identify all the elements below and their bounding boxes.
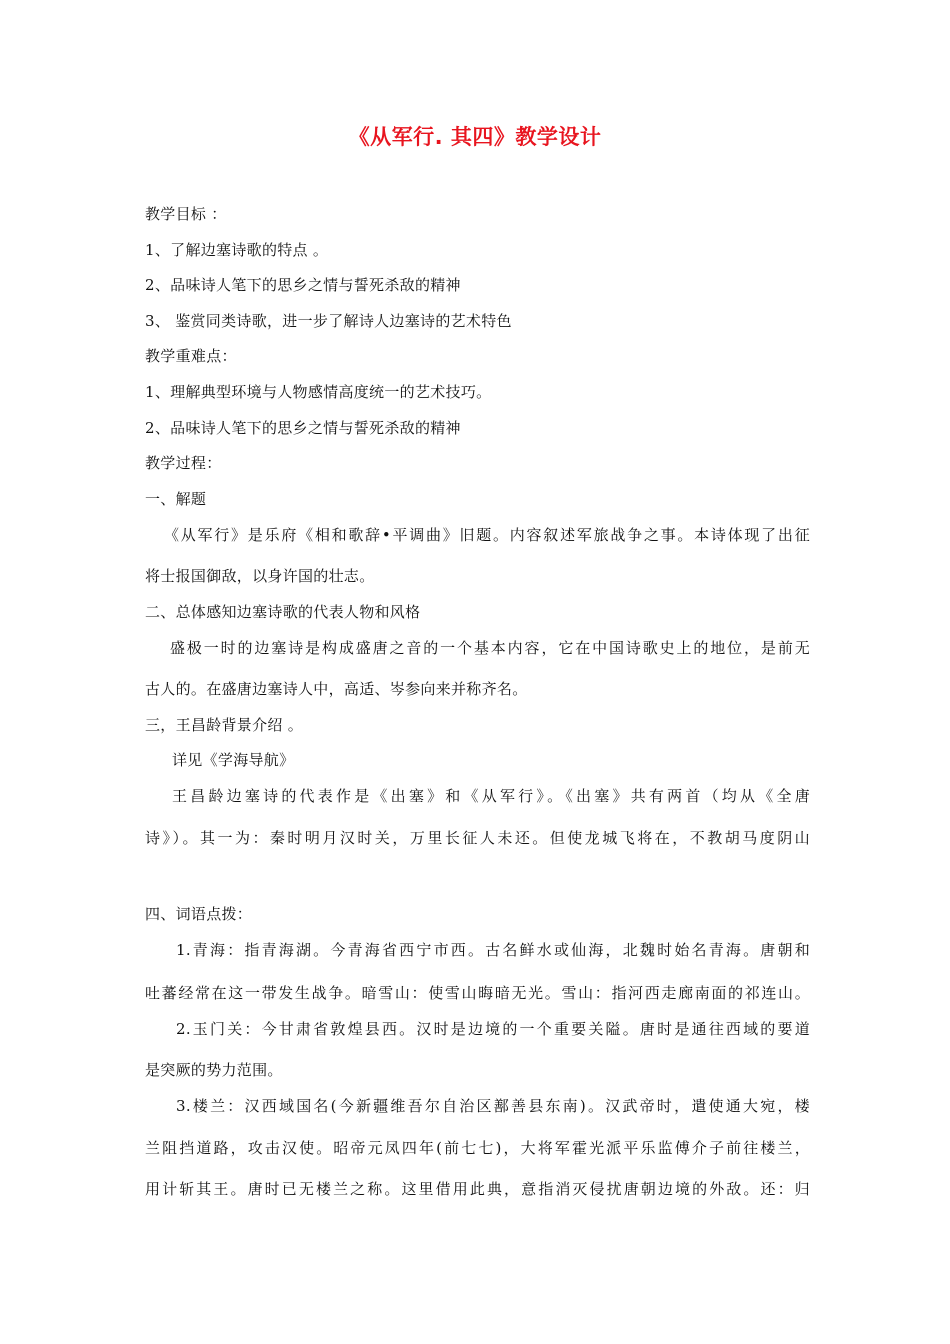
term-3-line-3: 用计斩其王。唐时已无楼兰之称。这里借用此典，意指消灭侵扰唐朝边境的外敌。还：归 xyxy=(145,1180,810,1198)
key-point-item-2: 2、品味诗人笔下的思乡之情与誓死杀敌的精神 xyxy=(145,419,461,437)
objective-item-1: 1、了解边塞诗歌的特点 。 xyxy=(145,241,329,259)
section-4-heading: 四、词语点拨： xyxy=(145,905,253,923)
section-2-heading: 二、总体感知边塞诗歌的代表人物和风格 xyxy=(145,603,421,621)
heading-process: 教学过程： xyxy=(145,454,222,472)
term-2-line-1: 2.玉门关：今甘肃省敦煌县西。汉时是边境的一个重要关隘。唐时是通往西域的要道 xyxy=(176,1020,810,1038)
term-3-line-2: 兰阻挡道路，攻击汉使。昭帝元凤四年(前七七)，大将军霍光派平乐监傅介子前往楼兰， xyxy=(145,1139,810,1157)
term-1-line-1: 1.青海：指青海湖。今青海省西宁市西。古名鲜水或仙海，北魏时始名青海。唐朝和 xyxy=(176,941,810,959)
key-point-item-1: 1、理解典型环境与人物感情高度统一的艺术技巧。 xyxy=(145,383,492,401)
section-3-paragraph-line-2: 诗》）。其一为：秦时明月汉时关，万里长征人未还。但使龙城飞将在，不教胡马度阴山 xyxy=(145,829,810,847)
section-3-heading: 三，王昌龄背景介绍 。 xyxy=(145,716,304,734)
document-title: 《从军行. 其四》教学设计 xyxy=(348,125,602,149)
section-1-paragraph-line-1: 《从军行》是乐府《相和歌辞•平调曲》旧题。内容叙述军旅战争之事。本诗体现了出征 xyxy=(164,526,810,544)
term-3-line-1: 3.楼兰：汉西域国名(今新疆维吾尔自治区鄯善县东南)。汉武帝时，遣使通大宛，楼 xyxy=(176,1097,810,1115)
objective-item-2: 2、品味诗人笔下的思乡之情与誓死杀敌的精神 xyxy=(145,276,461,294)
heading-objectives: 教学目标 ： xyxy=(145,205,227,223)
section-3-reference: 详见《学海导航》 xyxy=(172,751,295,769)
term-1-line-2: 吐蕃经常在这一带发生战争。暗雪山：使雪山晦暗无光。雪山：指河西走廊南面的祁连山。 xyxy=(145,984,810,1002)
section-1-heading: 一、解题 xyxy=(145,490,207,508)
section-2-paragraph-line-1: 盛极一时的边塞诗是构成盛唐之音的一个基本内容，它在中国诗歌史上的地位，是前无 xyxy=(170,639,810,657)
term-2-line-2: 是突厥的势力范围。 xyxy=(145,1061,283,1079)
section-2-paragraph-line-2: 古人的。在盛唐边塞诗人中，高适、岑参向来并称齐名。 xyxy=(145,680,528,698)
section-1-paragraph-line-2: 将士报国御敌，以身许国的壮志。 xyxy=(145,567,375,585)
heading-key-points: 教学重难点： xyxy=(145,347,237,365)
section-3-paragraph-line-1: 王昌龄边塞诗的代表作是《出塞》和《从军行》。《出塞》共有两首（均从《全唐 xyxy=(172,787,810,805)
objective-item-3: 3、 鉴赏同类诗歌，进一步了解诗人边塞诗的艺术特色 xyxy=(145,312,512,330)
